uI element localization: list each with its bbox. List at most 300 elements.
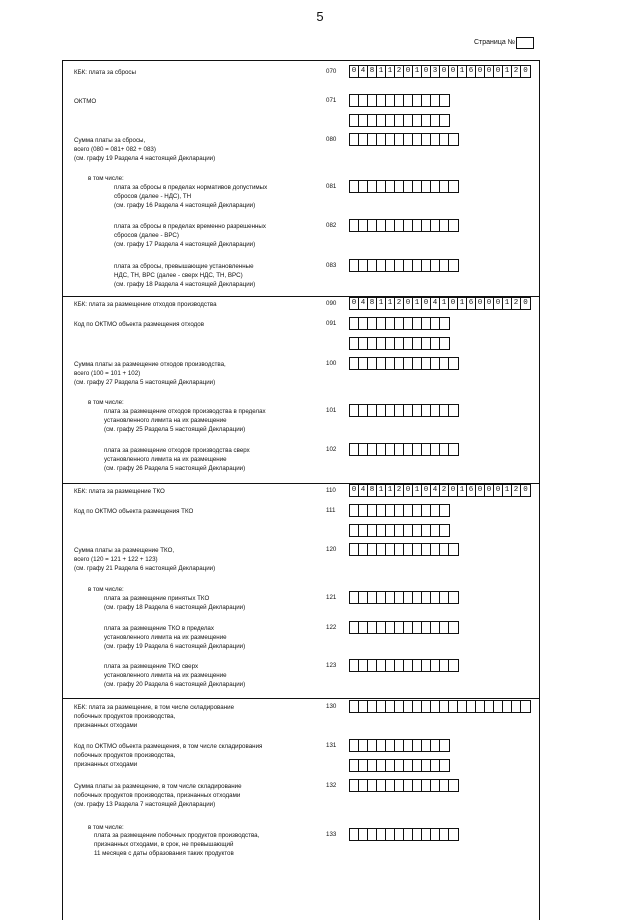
digit-cell[interactable]: [359, 701, 368, 712]
digit-cell[interactable]: [413, 181, 422, 192]
digit-cell[interactable]: [377, 544, 386, 555]
digit-cell[interactable]: [431, 260, 440, 271]
summa-othody-input[interactable]: [349, 357, 459, 370]
digit-cell[interactable]: 0: [476, 485, 485, 496]
digit-cell[interactable]: [368, 134, 377, 145]
digit-cell[interactable]: [422, 505, 431, 516]
digit-cell[interactable]: [431, 740, 440, 751]
digit-cell[interactable]: [395, 505, 404, 516]
summa-tko-input[interactable]: [349, 543, 459, 556]
digit-cell[interactable]: [458, 701, 467, 712]
digit-cell[interactable]: [377, 134, 386, 145]
digit-cell[interactable]: 0: [422, 66, 431, 77]
kbk-pobochnye-input[interactable]: [349, 700, 531, 713]
digit-cell[interactable]: [440, 701, 449, 712]
digit-cell[interactable]: [512, 701, 521, 712]
digit-cell[interactable]: [377, 444, 386, 455]
digit-cell[interactable]: 0: [485, 66, 494, 77]
digit-cell[interactable]: [386, 829, 395, 840]
digit-cell[interactable]: [431, 115, 440, 126]
digit-cell[interactable]: [395, 338, 404, 349]
digit-cell[interactable]: [440, 181, 449, 192]
digit-cell[interactable]: 8: [368, 66, 377, 77]
digit-cell[interactable]: [404, 181, 413, 192]
digit-cell[interactable]: [440, 780, 449, 791]
digit-cell[interactable]: [350, 318, 359, 329]
digit-cell[interactable]: [377, 829, 386, 840]
digit-cell[interactable]: [440, 444, 449, 455]
digit-cell[interactable]: [395, 220, 404, 231]
digit-cell[interactable]: [440, 660, 449, 671]
digit-cell[interactable]: 0: [449, 298, 458, 309]
digit-cell[interactable]: [377, 701, 386, 712]
digit-cell[interactable]: [440, 338, 449, 349]
digit-cell[interactable]: [350, 525, 359, 536]
digit-cell[interactable]: [440, 505, 449, 516]
digit-cell[interactable]: [395, 318, 404, 329]
digit-cell[interactable]: [377, 740, 386, 751]
digit-cell[interactable]: [440, 260, 449, 271]
digit-cell[interactable]: [386, 525, 395, 536]
digit-cell[interactable]: [377, 338, 386, 349]
digit-cell[interactable]: [404, 622, 413, 633]
digit-cell[interactable]: [350, 544, 359, 555]
digit-cell[interactable]: 0: [494, 485, 503, 496]
othody-sverh-input[interactable]: [349, 443, 459, 456]
digit-cell[interactable]: 1: [503, 485, 512, 496]
digit-cell[interactable]: [350, 115, 359, 126]
digit-cell[interactable]: [422, 544, 431, 555]
digit-cell[interactable]: [368, 622, 377, 633]
digit-cell[interactable]: [413, 525, 422, 536]
digit-cell[interactable]: [449, 622, 458, 633]
digit-cell[interactable]: [395, 358, 404, 369]
digit-cell[interactable]: [395, 780, 404, 791]
digit-cell[interactable]: 6: [467, 485, 476, 496]
digit-cell[interactable]: [404, 260, 413, 271]
digit-cell[interactable]: [503, 701, 512, 712]
digit-cell[interactable]: [368, 405, 377, 416]
digit-cell[interactable]: [404, 95, 413, 106]
digit-cell[interactable]: [404, 505, 413, 516]
digit-cell[interactable]: 0: [350, 298, 359, 309]
digit-cell[interactable]: [440, 405, 449, 416]
digit-cell[interactable]: [359, 829, 368, 840]
digit-cell[interactable]: [404, 444, 413, 455]
digit-cell[interactable]: [422, 405, 431, 416]
digit-cell[interactable]: [359, 740, 368, 751]
digit-cell[interactable]: [440, 740, 449, 751]
digit-cell[interactable]: [413, 444, 422, 455]
digit-cell[interactable]: [377, 592, 386, 603]
digit-cell[interactable]: [395, 701, 404, 712]
digit-cell[interactable]: [404, 115, 413, 126]
digit-cell[interactable]: [386, 544, 395, 555]
digit-cell[interactable]: [386, 115, 395, 126]
digit-cell[interactable]: 0: [523, 67, 528, 75]
digit-cell[interactable]: [404, 134, 413, 145]
digit-cell[interactable]: [368, 95, 377, 106]
digit-cell[interactable]: 1: [377, 298, 386, 309]
digit-cell[interactable]: [368, 829, 377, 840]
digit-cell[interactable]: [431, 318, 440, 329]
digit-cell[interactable]: 0: [449, 66, 458, 77]
digit-cell[interactable]: 2: [440, 485, 449, 496]
digit-cell[interactable]: [377, 260, 386, 271]
digit-cell[interactable]: [440, 592, 449, 603]
digit-cell[interactable]: [467, 701, 476, 712]
digit-cell[interactable]: [386, 405, 395, 416]
digit-cell[interactable]: [377, 318, 386, 329]
digit-cell[interactable]: [350, 405, 359, 416]
digit-cell[interactable]: [449, 592, 458, 603]
digit-cell[interactable]: [359, 220, 368, 231]
digit-cell[interactable]: 1: [440, 298, 449, 309]
digit-cell[interactable]: [431, 780, 440, 791]
digit-cell[interactable]: [368, 701, 377, 712]
digit-cell[interactable]: [422, 829, 431, 840]
digit-cell[interactable]: [386, 260, 395, 271]
digit-cell[interactable]: [449, 444, 458, 455]
digit-cell[interactable]: [404, 318, 413, 329]
digit-cell[interactable]: [422, 358, 431, 369]
digit-cell[interactable]: [359, 181, 368, 192]
digit-cell[interactable]: [431, 592, 440, 603]
digit-cell[interactable]: 1: [413, 485, 422, 496]
digit-cell[interactable]: [440, 544, 449, 555]
digit-cell[interactable]: [413, 592, 422, 603]
digit-cell[interactable]: [359, 318, 368, 329]
digit-cell[interactable]: [350, 181, 359, 192]
digit-cell[interactable]: [431, 95, 440, 106]
digit-cell[interactable]: [377, 405, 386, 416]
digit-cell[interactable]: [422, 181, 431, 192]
digit-cell[interactable]: 4: [359, 66, 368, 77]
digit-cell[interactable]: [404, 338, 413, 349]
digit-cell[interactable]: 0: [494, 66, 503, 77]
digit-cell[interactable]: [350, 760, 359, 771]
digit-cell[interactable]: 0: [449, 485, 458, 496]
digit-cell[interactable]: [440, 358, 449, 369]
digit-cell[interactable]: 2: [395, 298, 404, 309]
digit-cell[interactable]: [413, 358, 422, 369]
digit-cell[interactable]: 1: [503, 66, 512, 77]
digit-cell[interactable]: [413, 318, 422, 329]
digit-cell[interactable]: [422, 115, 431, 126]
digit-cell[interactable]: [386, 780, 395, 791]
digit-cell[interactable]: [359, 505, 368, 516]
digit-cell[interactable]: 0: [523, 299, 528, 307]
digit-cell[interactable]: [404, 220, 413, 231]
summa-sbrosy-input[interactable]: [349, 133, 459, 146]
digit-cell[interactable]: [359, 405, 368, 416]
digit-cell[interactable]: [386, 181, 395, 192]
digit-cell[interactable]: [386, 660, 395, 671]
digit-cell[interactable]: [386, 95, 395, 106]
digit-cell[interactable]: 1: [386, 485, 395, 496]
digit-cell[interactable]: [350, 592, 359, 603]
digit-cell[interactable]: [422, 780, 431, 791]
digit-cell[interactable]: [377, 181, 386, 192]
digit-cell[interactable]: [368, 260, 377, 271]
digit-cell[interactable]: 2: [395, 485, 404, 496]
digit-cell[interactable]: [413, 260, 422, 271]
digit-cell[interactable]: 1: [458, 66, 467, 77]
digit-cell[interactable]: [440, 525, 449, 536]
digit-cell[interactable]: [350, 220, 359, 231]
digit-cell[interactable]: [368, 592, 377, 603]
digit-cell[interactable]: [404, 780, 413, 791]
digit-cell[interactable]: [413, 660, 422, 671]
digit-cell[interactable]: 2: [395, 66, 404, 77]
digit-cell[interactable]: [350, 660, 359, 671]
digit-cell[interactable]: [413, 505, 422, 516]
digit-cell[interactable]: 1: [503, 298, 512, 309]
digit-cell[interactable]: [449, 660, 458, 671]
digit-cell[interactable]: [422, 444, 431, 455]
digit-cell[interactable]: [368, 740, 377, 751]
digit-cell[interactable]: [350, 338, 359, 349]
digit-cell[interactable]: [359, 592, 368, 603]
digit-cell[interactable]: [359, 260, 368, 271]
sbrosy-sverh-input[interactable]: [349, 259, 459, 272]
digit-cell[interactable]: [404, 405, 413, 416]
digit-cell[interactable]: [440, 318, 449, 329]
digit-cell[interactable]: [431, 405, 440, 416]
tko-prinyatyh-input[interactable]: [349, 591, 459, 604]
digit-cell[interactable]: 8: [368, 298, 377, 309]
digit-cell[interactable]: 1: [413, 298, 422, 309]
digit-cell[interactable]: [521, 701, 530, 712]
digit-cell[interactable]: [386, 740, 395, 751]
digit-cell[interactable]: [431, 701, 440, 712]
digit-cell[interactable]: 2: [512, 66, 521, 77]
digit-cell[interactable]: 0: [404, 66, 413, 77]
digit-cell[interactable]: [395, 115, 404, 126]
digit-cell[interactable]: [413, 544, 422, 555]
digit-cell[interactable]: 2: [512, 298, 521, 309]
digit-cell[interactable]: [395, 592, 404, 603]
digit-cell[interactable]: [413, 115, 422, 126]
digit-cell[interactable]: 1: [386, 298, 395, 309]
digit-cell[interactable]: [386, 134, 395, 145]
pobochnye-11-mes-input[interactable]: [349, 828, 459, 841]
digit-cell[interactable]: [422, 701, 431, 712]
digit-cell[interactable]: [368, 505, 377, 516]
oktmo-tko-input-2[interactable]: [349, 524, 450, 537]
digit-cell[interactable]: [476, 701, 485, 712]
digit-cell[interactable]: 0: [523, 486, 528, 494]
digit-cell[interactable]: [431, 181, 440, 192]
digit-cell[interactable]: [413, 405, 422, 416]
digit-cell[interactable]: [368, 760, 377, 771]
digit-cell[interactable]: [350, 740, 359, 751]
digit-cell[interactable]: [377, 760, 386, 771]
digit-cell[interactable]: [350, 780, 359, 791]
digit-cell[interactable]: [440, 95, 449, 106]
digit-cell[interactable]: [422, 95, 431, 106]
digit-cell[interactable]: 0: [476, 298, 485, 309]
digit-cell[interactable]: [395, 444, 404, 455]
digit-cell[interactable]: [395, 660, 404, 671]
digit-cell[interactable]: [368, 780, 377, 791]
digit-cell[interactable]: [368, 220, 377, 231]
digit-cell[interactable]: [377, 220, 386, 231]
digit-cell[interactable]: [377, 622, 386, 633]
oktmo-input-2[interactable]: [349, 114, 450, 127]
digit-cell[interactable]: [386, 622, 395, 633]
digit-cell[interactable]: [413, 740, 422, 751]
digit-cell[interactable]: [404, 525, 413, 536]
digit-cell[interactable]: [413, 780, 422, 791]
digit-cell[interactable]: 0: [494, 298, 503, 309]
digit-cell[interactable]: [359, 660, 368, 671]
digit-cell[interactable]: [359, 115, 368, 126]
digit-cell[interactable]: [395, 525, 404, 536]
digit-cell[interactable]: [377, 505, 386, 516]
digit-cell[interactable]: 1: [377, 66, 386, 77]
digit-cell[interactable]: [386, 592, 395, 603]
digit-cell[interactable]: 0: [485, 485, 494, 496]
digit-cell[interactable]: 1: [377, 485, 386, 496]
digit-cell[interactable]: [395, 740, 404, 751]
digit-cell[interactable]: [431, 220, 440, 231]
digit-cell[interactable]: [431, 544, 440, 555]
oktmo-othody-input-1[interactable]: [349, 317, 450, 330]
digit-cell[interactable]: [422, 740, 431, 751]
digit-cell[interactable]: 4: [359, 485, 368, 496]
digit-cell[interactable]: [431, 134, 440, 145]
digit-cell[interactable]: [395, 760, 404, 771]
digit-cell[interactable]: [350, 622, 359, 633]
digit-cell[interactable]: 2: [512, 485, 521, 496]
digit-cell[interactable]: [485, 701, 494, 712]
digit-cell[interactable]: [377, 660, 386, 671]
digit-cell[interactable]: [431, 338, 440, 349]
digit-cell[interactable]: [422, 134, 431, 145]
digit-cell[interactable]: [440, 829, 449, 840]
digit-cell[interactable]: [386, 444, 395, 455]
othody-v-predelah-input[interactable]: [349, 404, 459, 417]
digit-cell[interactable]: [413, 622, 422, 633]
digit-cell[interactable]: 1: [458, 485, 467, 496]
digit-cell[interactable]: [359, 780, 368, 791]
tko-sverh-input[interactable]: [349, 659, 459, 672]
digit-cell[interactable]: 4: [359, 298, 368, 309]
kbk-tko-input[interactable]: [349, 484, 531, 497]
digit-cell[interactable]: [431, 760, 440, 771]
digit-cell[interactable]: [359, 444, 368, 455]
summa-pobochnye-input[interactable]: [349, 779, 459, 792]
digit-cell[interactable]: 6: [467, 66, 476, 77]
digit-cell[interactable]: [422, 622, 431, 633]
digit-cell[interactable]: [386, 338, 395, 349]
digit-cell[interactable]: [395, 544, 404, 555]
digit-cell[interactable]: [377, 115, 386, 126]
digit-cell[interactable]: 1: [386, 66, 395, 77]
digit-cell[interactable]: [404, 592, 413, 603]
digit-cell[interactable]: [431, 660, 440, 671]
digit-cell[interactable]: [350, 829, 359, 840]
digit-cell[interactable]: [386, 220, 395, 231]
digit-cell[interactable]: 0: [485, 298, 494, 309]
digit-cell[interactable]: 1: [413, 66, 422, 77]
digit-cell[interactable]: [449, 358, 458, 369]
digit-cell[interactable]: [422, 220, 431, 231]
digit-cell[interactable]: [359, 622, 368, 633]
digit-cell[interactable]: [359, 134, 368, 145]
digit-cell[interactable]: [368, 544, 377, 555]
digit-cell[interactable]: [368, 660, 377, 671]
digit-cell[interactable]: [404, 829, 413, 840]
digit-cell[interactable]: [422, 338, 431, 349]
digit-cell[interactable]: 6: [467, 298, 476, 309]
digit-cell[interactable]: [386, 701, 395, 712]
digit-cell[interactable]: 0: [422, 298, 431, 309]
digit-cell[interactable]: [440, 220, 449, 231]
digit-cell[interactable]: 0: [404, 485, 413, 496]
digit-cell[interactable]: [395, 260, 404, 271]
digit-cell[interactable]: [431, 358, 440, 369]
digit-cell[interactable]: [431, 829, 440, 840]
digit-cell[interactable]: [440, 115, 449, 126]
oktmo-tko-input-1[interactable]: [349, 504, 450, 517]
digit-cell[interactable]: [449, 405, 458, 416]
digit-cell[interactable]: [413, 701, 422, 712]
digit-cell[interactable]: [449, 701, 458, 712]
digit-cell[interactable]: [404, 358, 413, 369]
digit-cell[interactable]: [350, 701, 359, 712]
digit-cell[interactable]: 0: [440, 66, 449, 77]
digit-cell[interactable]: [368, 181, 377, 192]
digit-cell[interactable]: [395, 95, 404, 106]
digit-cell[interactable]: [413, 220, 422, 231]
digit-cell[interactable]: [449, 780, 458, 791]
digit-cell[interactable]: [422, 592, 431, 603]
digit-cell[interactable]: [395, 829, 404, 840]
digit-cell[interactable]: [359, 95, 368, 106]
digit-cell[interactable]: [359, 358, 368, 369]
digit-cell[interactable]: 0: [404, 298, 413, 309]
digit-cell[interactable]: 4: [431, 485, 440, 496]
kbk-othody-input[interactable]: [349, 297, 531, 310]
digit-cell[interactable]: [422, 660, 431, 671]
digit-cell[interactable]: 4: [431, 298, 440, 309]
digit-cell[interactable]: [431, 622, 440, 633]
oktmo-input-1[interactable]: [349, 94, 450, 107]
digit-cell[interactable]: [377, 525, 386, 536]
sbrosy-vrs-input[interactable]: [349, 219, 459, 232]
digit-cell[interactable]: [431, 444, 440, 455]
digit-cell[interactable]: [377, 780, 386, 791]
oktmo-pobochnye-input-1[interactable]: [349, 739, 450, 752]
page-number-box[interactable]: [516, 37, 534, 49]
digit-cell[interactable]: [413, 338, 422, 349]
digit-cell[interactable]: [395, 622, 404, 633]
digit-cell[interactable]: [350, 260, 359, 271]
digit-cell[interactable]: [404, 760, 413, 771]
oktmo-othody-input-2[interactable]: [349, 337, 450, 350]
digit-cell[interactable]: [350, 95, 359, 106]
digit-cell[interactable]: [404, 544, 413, 555]
digit-cell[interactable]: [368, 525, 377, 536]
digit-cell[interactable]: [422, 760, 431, 771]
digit-cell[interactable]: 3: [431, 66, 440, 77]
digit-cell[interactable]: [413, 95, 422, 106]
digit-cell[interactable]: [368, 115, 377, 126]
tko-v-predelah-input[interactable]: [349, 621, 459, 634]
digit-cell[interactable]: [449, 260, 458, 271]
